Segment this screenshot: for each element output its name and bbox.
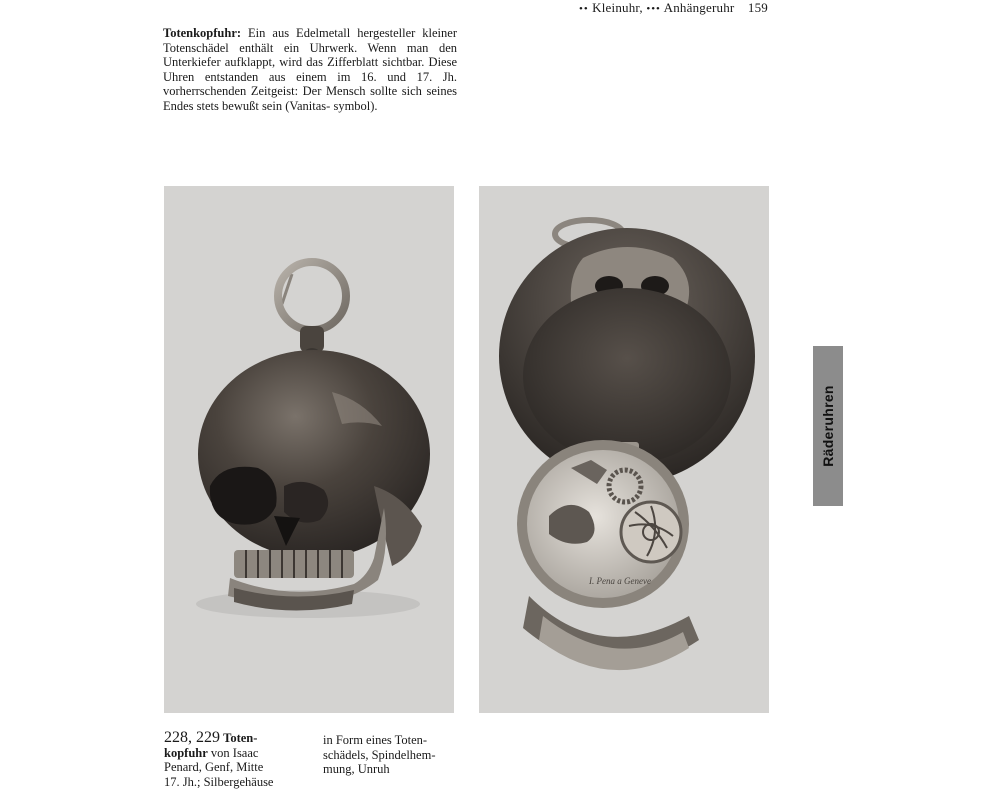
header-small-watch-label: Kleinuhr, — [592, 0, 643, 15]
section-tab — [813, 346, 843, 506]
intro-line: kleiner Totenschädel enthält ein Uhrwerk. Wenn — [163, 26, 457, 55]
intro-line: sollte sich seines Endes stets bewußt sein (Vanitas- — [163, 84, 458, 113]
skull-open-illustration — [479, 186, 769, 713]
skull-closed-illustration — [164, 186, 454, 713]
caption-line: in Form eines Toten- — [323, 733, 428, 747]
page-number: 159 — [747, 0, 768, 15]
caption-line: mung, Unruh — [323, 762, 390, 776]
caption-line: von Isaac — [210, 745, 259, 760]
intro-line: Ein aus Edelmetall hergesteller — [248, 26, 416, 40]
bullet-dots-small: •• — [578, 3, 589, 15]
figure-numbers: 228, 229 — [164, 729, 220, 746]
intro-paragraph — [163, 26, 457, 114]
intro-line: symbol). — [333, 98, 378, 113]
caption-term-part1: Toten- — [223, 731, 258, 745]
photo-skull-watch-open — [479, 186, 769, 713]
caption-line: Penard, Genf, Mitte — [164, 760, 264, 774]
caption-right-column — [323, 733, 463, 777]
caption-term-part2: kopfuhr — [164, 745, 208, 760]
movement-inscription: I. Pena a Geneve — [589, 576, 651, 586]
intro-line: man den Unterkiefer aufklappt, wird das Zifferblatt — [163, 40, 457, 70]
header-pendant-watch-label: Anhängeruhr — [663, 0, 735, 15]
bullet-dots-pendant: ••• — [646, 3, 661, 15]
caption-line: schädels, Spindelhem- — [323, 747, 436, 762]
intro-line: sichtbar. Diese Uhren entstanden aus einem im 16. — [163, 55, 458, 84]
intro-line: und 17. Jh. vorherrschenden Zeitgeist: Der Mensch — [163, 69, 458, 99]
section-tab-label: Räderuhren — [820, 385, 837, 467]
caption-line: 17. Jh.; Silbergehäuse — [164, 774, 274, 789]
caption-left-column — [164, 731, 314, 789]
intro-term: Totenkopfuhr: — [163, 26, 242, 40]
photo-skull-watch-closed — [164, 186, 454, 713]
running-header — [579, 0, 768, 16]
